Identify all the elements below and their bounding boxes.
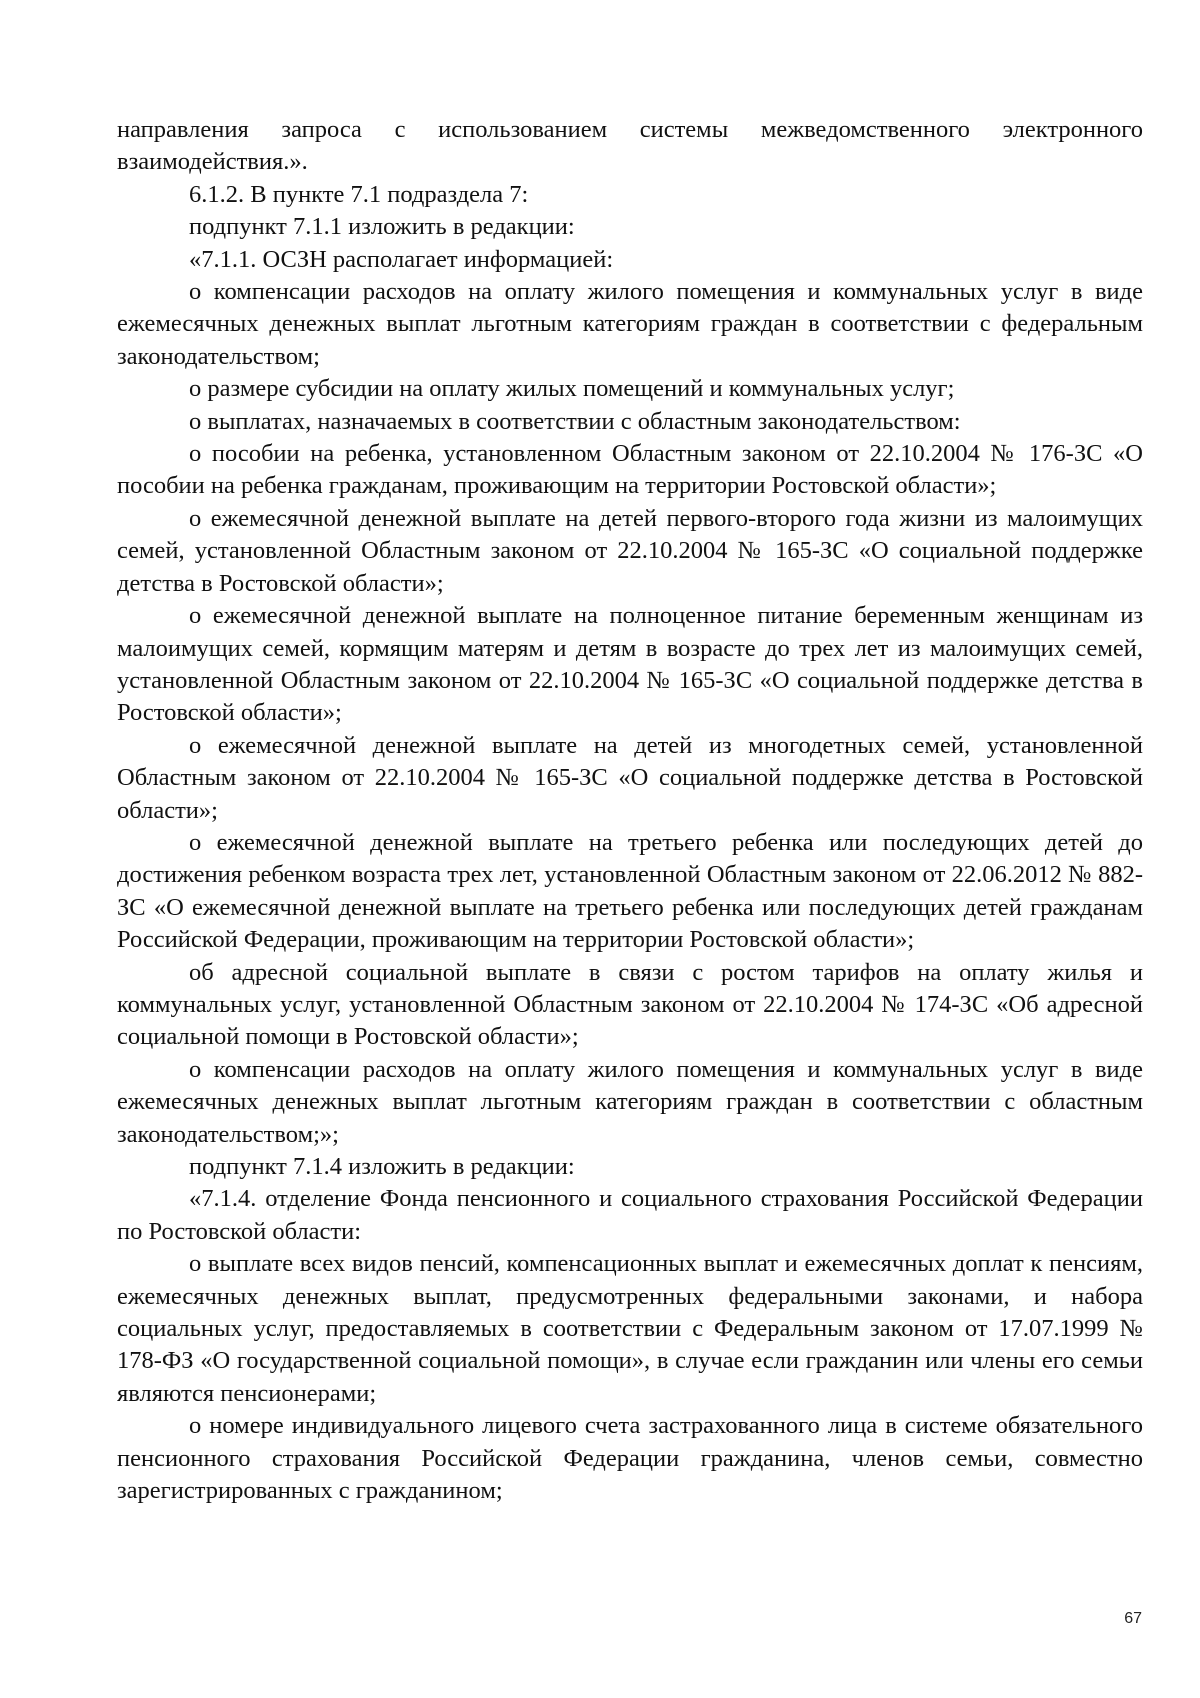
- paragraph: о компенсации расходов на оплату жилого помещения и коммунальных услуг в виде ежемесячных денежных выплат льготным категориям граждан в соответствии с областным законодательством;»;: [117, 1055, 1143, 1148]
- paragraph: подпункт 7.1.4 изложить в редакции:: [189, 1153, 575, 1180]
- paragraph: о размере субсидии на оплату жилых помещений и коммунальных услуг;: [189, 375, 955, 403]
- paragraph: 6.1.2. В пункте 7.1 подраздела 7:: [189, 180, 529, 208]
- paragraph: о выплатах, назначаемых в соответствии с областным законодательством:: [189, 407, 961, 435]
- paragraph: о ежемесячной денежной выплате на третьего ребенка или последующих детей до достижения ребенком возраста трех лет, установленной Областным законом от 22.06.2012 № 882-ЗС «О ежемесячной денежной выплате на третьего ребенка или последующих детей гражданам Российской Федерации, проживающим на территории Ростовской области»;: [117, 828, 1143, 954]
- paragraph: о ежемесячной денежной выплате на полноценное питание беременным женщинам из малоимущих семей, кормящим матерям и детям в возрасте до трех лет из малоимущих семей, установленной Областным законом от 22.10.2004 № 165-ЗС «О социальной поддержке детства в Ростовской области»;: [117, 602, 1143, 727]
- paragraph: об адресной социальной выплате в связи с ростом тарифов на оплату жилья и коммунальных услуг, установленной Областным законом от 22.10.2004 № 174-ЗС «Об адресной социальной помощи в Ростовской области»;: [117, 958, 1143, 1051]
- paragraph: о выплате всех видов пенсий, компенсационных выплат и ежемесячных доплат к пенсиям, ежемесячных денежных выплат, предусмотренных федеральными законами, и набора социальных услуг, предоставляемых в соответствии с Федеральным законом от 17.07.1999 № 178-ФЗ «О государственной социальной помощи», в случае если гражданин или члены его семьи являются пенсионерами;: [117, 1250, 1143, 1407]
- paragraph: о номере индивидуального лицевого счета застрахованного лица в системе обязательного пенсионного страхования Российской Федерации гражданина, членов семьи, совместно зарегистрированных с гражданином;: [117, 1412, 1143, 1505]
- paragraph: «7.1.4. отделение Фонда пенсионного и социального страхования Российской Федерации по Ростовской области:: [117, 1185, 1143, 1245]
- paragraph: о ежемесячной денежной выплате на детей из многодетных семей, установленной Областным законом от 22.10.2004 № 165-ЗС «О социальной поддержке детства в Ростовской области»;: [117, 731, 1143, 824]
- document-body: [117, 114, 1143, 1507]
- paragraph: подпункт 7.1.1 изложить в редакции:: [189, 213, 575, 241]
- paragraph: направления запроса с использованием системы межведомственного электронного взаимодействия.».: [117, 116, 1143, 176]
- paragraph: о компенсации расходов на оплату жилого помещения и коммунальных услуг в виде ежемесячных денежных выплат льготным категориям граждан в соответствии с федеральным законодательством;: [117, 278, 1143, 370]
- paragraph: о пособии на ребенка, установленном Областным законом от 22.10.2004 № 176-ЗС «О пособии на ребенка гражданам, проживающим на территории Ростовской области»;: [117, 440, 1143, 500]
- paragraph: «7.1.1. ОСЗН располагает информацией:: [189, 245, 614, 273]
- paragraph: о ежемесячной денежной выплате на детей первого-второго года жизни из малоимущих семей, установленной Областным законом от 22.10.2004 № 165-ЗС «О социальной поддержке детства в Ростовской области»;: [117, 504, 1143, 597]
- page-number: 67: [1124, 1610, 1142, 1627]
